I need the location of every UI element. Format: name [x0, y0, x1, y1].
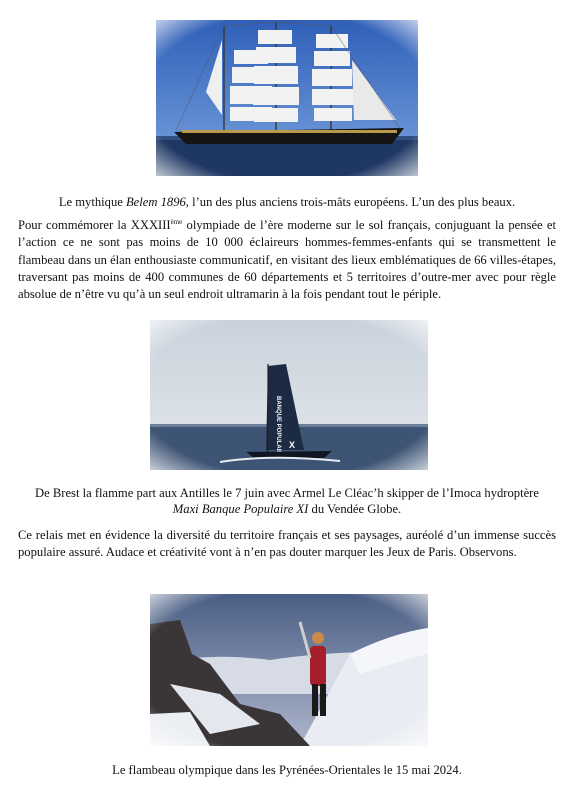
belem-ship-photo [156, 20, 418, 176]
relay-summary-paragraph [18, 527, 556, 562]
caption-text: De Brest la flamme part aux Antilles le 7 juin avec Armel Le Cléac’h skipper de l’Imoca hydroptère [35, 486, 539, 500]
ship-name: Belem 1896 [125, 195, 186, 209]
caption-text: , l’un des plus anciens trois-mâts européens. L’un des plus beaux. [185, 195, 516, 209]
torch-caption [18, 762, 556, 778]
caption-text: Le flambeau olympique dans les Pyrénées-Orientales le 15 mai 2024. [112, 763, 462, 777]
pyrenees-torch-photo [150, 594, 428, 746]
caption-text: du Vendée Globe. [308, 502, 402, 516]
paragraph-text: olympiade de l’ère moderne sur le sol français, conjuguant la pensée et l’action ce ne sont pas moins de 10 000 éclaireurs hommes-femmes-enfants qui se transmettent le flambeau dans un élan enthousiaste communicatif, en visitant des lieux emblématiques de 66 villes-étapes, traversant pas moins de 400 communes de 60 départements et 5 territoires d’outre-mer avec pour règle absolue de n’être vu qu’à un seul endroit ultramarin à la fois pendant tout le périple. [18, 218, 556, 302]
relay-paragraph [18, 217, 556, 303]
paragraph-text: Pour commémorer la XXXIII [18, 218, 171, 232]
ordinal-superscript: ème [170, 218, 183, 226]
boat-caption [18, 485, 556, 517]
caption-text: Le mythique [58, 195, 126, 209]
paragraph-text: Ce relais met en évidence la diversité du territoire français et ses paysages, auréolé d’un immense succès populaire assuré. Audace et créativité vont à n’en pas douter marquer les Jeux de Paris. Observons. [18, 528, 556, 560]
banque-populaire-photo [150, 320, 428, 470]
belem-caption [18, 194, 556, 210]
boat-name: Maxi Banque Populaire XI [172, 502, 309, 516]
